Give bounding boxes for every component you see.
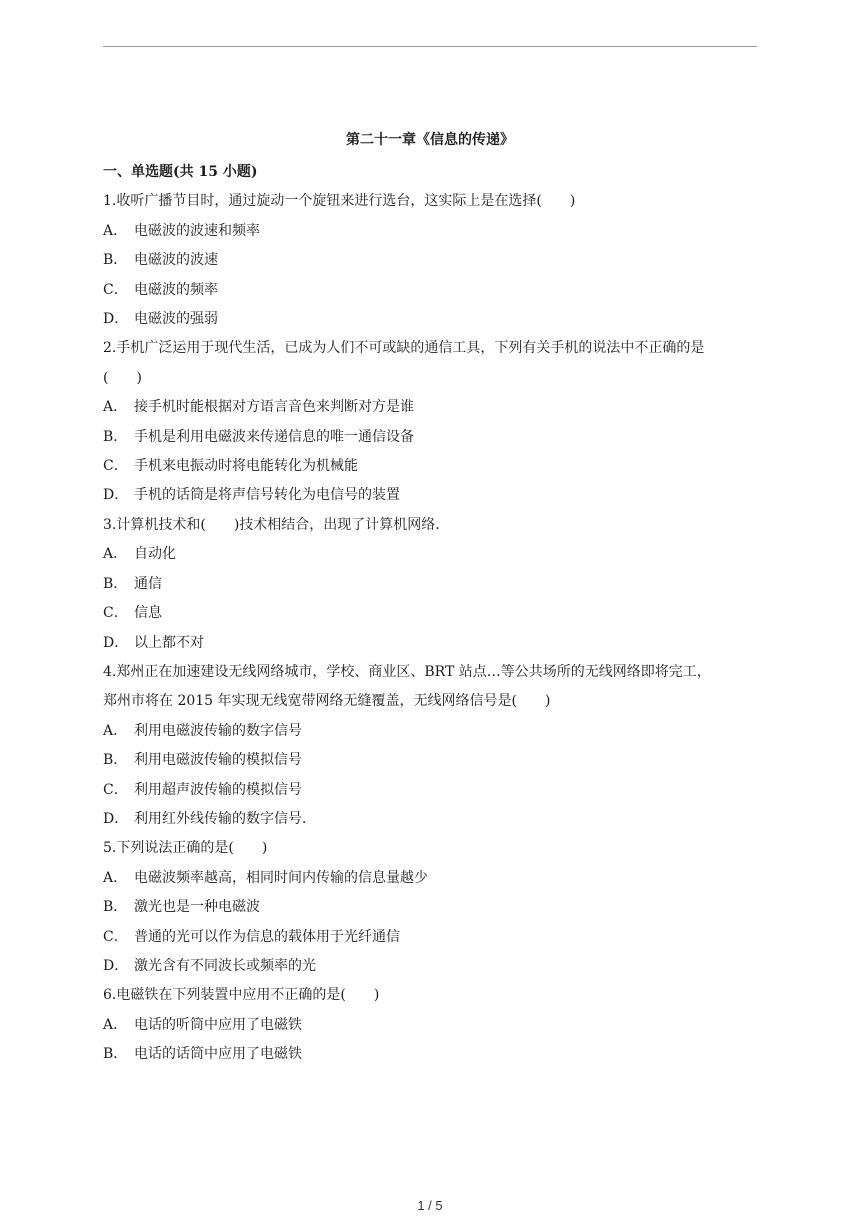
question-stem: 6.电磁铁在下列装置中应用不正确的是( ) bbox=[103, 987, 380, 1004]
option-letter: A． bbox=[103, 399, 128, 416]
option-text: 电话的听筒中应用了电磁铁 bbox=[134, 1016, 302, 1033]
question-stem: 3.计算机技术和( )技术相结合，出现了计算机网络． bbox=[103, 516, 450, 533]
question-stem: 5.下列说法正确的是( ) bbox=[103, 840, 268, 857]
answer-option bbox=[103, 893, 757, 922]
option-text: 电话的话筒中应用了电磁铁 bbox=[134, 1046, 302, 1063]
option-letter: B． bbox=[103, 1046, 128, 1063]
question-block bbox=[103, 187, 757, 334]
question-block bbox=[103, 834, 757, 981]
answer-option bbox=[103, 393, 757, 422]
option-letter: B． bbox=[103, 428, 128, 445]
question-stem: 4.郑州正在加速建设无线网络城市，学校、商业区、BRT 站点…等公共场所的无线网络即将完工， bbox=[103, 663, 711, 680]
option-letter: A． bbox=[103, 1016, 128, 1033]
document-title: 第二十一章《信息的传递》 bbox=[346, 132, 514, 148]
option-letter: C． bbox=[103, 605, 128, 622]
question-stem: 1.收听广播节目时，通过旋动一个旋钮来进行选台，这实际上是在选择( ) bbox=[103, 193, 576, 210]
option-text: 手机的话筒是将声信号转化为电信号的装置 bbox=[134, 487, 400, 504]
option-letter: D． bbox=[103, 810, 129, 827]
option-letter: D． bbox=[103, 487, 129, 504]
question-block bbox=[103, 658, 757, 834]
option-letter: D． bbox=[103, 634, 129, 651]
question-stem: 郑州市将在 2015 年实现无线宽带网络无缝覆盖，无线网络信号是( ) bbox=[103, 693, 551, 710]
answer-option bbox=[103, 452, 757, 481]
option-text: 以上都不对 bbox=[134, 634, 204, 651]
answer-option bbox=[103, 952, 757, 981]
page-number: 1 / 5 bbox=[417, 1198, 443, 1213]
option-text: 自动化 bbox=[134, 546, 176, 563]
option-letter: A． bbox=[103, 722, 128, 739]
option-letter: C． bbox=[103, 928, 128, 945]
option-text: 手机来电振动时将电能转化为机械能 bbox=[134, 458, 358, 475]
option-letter: B． bbox=[103, 575, 128, 592]
option-letter: B． bbox=[103, 252, 128, 269]
answer-option bbox=[103, 246, 757, 275]
answer-option bbox=[103, 599, 757, 628]
option-letter: D． bbox=[103, 311, 129, 328]
option-text: 电磁波的频率 bbox=[134, 281, 218, 298]
option-text: 激光含有不同波长或频率的光 bbox=[134, 957, 316, 974]
option-text: 普通的光可以作为信息的载体用于光纤通信 bbox=[134, 928, 400, 945]
question-stem: ( ) bbox=[103, 369, 142, 386]
document-body bbox=[103, 129, 757, 1070]
answer-option bbox=[103, 923, 757, 952]
question-block bbox=[103, 334, 757, 510]
answer-option bbox=[103, 805, 757, 834]
option-letter: B． bbox=[103, 752, 128, 769]
question-stem: 2.手机广泛运用于现代生活，已成为人们不可或缺的通信工具，下列有关手机的说法中不正确的是 bbox=[103, 340, 705, 357]
option-text: 手机是利用电磁波来传递信息的唯一通信设备 bbox=[134, 428, 414, 445]
option-letter: C． bbox=[103, 458, 128, 475]
answer-option bbox=[103, 629, 757, 658]
answer-option bbox=[103, 423, 757, 452]
answer-option bbox=[103, 276, 757, 305]
question-block bbox=[103, 511, 757, 658]
answer-option bbox=[103, 776, 757, 805]
answer-option bbox=[103, 540, 757, 569]
option-text: 利用超声波传输的模拟信号 bbox=[134, 781, 302, 798]
answer-option bbox=[103, 570, 757, 599]
option-text: 电磁波的强弱 bbox=[134, 311, 218, 328]
option-letter: A． bbox=[103, 546, 128, 563]
question-list bbox=[103, 187, 757, 1069]
option-letter: D． bbox=[103, 957, 129, 974]
header-rule bbox=[103, 46, 757, 47]
option-letter: C． bbox=[103, 281, 128, 298]
option-text: 通信 bbox=[134, 575, 162, 592]
option-text: 利用电磁波传输的数字信号 bbox=[134, 722, 302, 739]
answer-option bbox=[103, 217, 757, 246]
option-text: 信息 bbox=[134, 605, 162, 622]
answer-option bbox=[103, 481, 757, 510]
option-letter: C． bbox=[103, 781, 128, 798]
option-text: 接手机时能根据对方语言音色来判断对方是谁 bbox=[134, 399, 414, 416]
answer-option bbox=[103, 1011, 757, 1040]
option-letter: B． bbox=[103, 899, 128, 916]
option-text: 电磁波的波速 bbox=[134, 252, 218, 269]
option-text: 利用电磁波传输的模拟信号 bbox=[134, 752, 302, 769]
answer-option bbox=[103, 717, 757, 746]
option-text: 电磁波的波速和频率 bbox=[134, 222, 260, 239]
answer-option bbox=[103, 746, 757, 775]
option-letter: A． bbox=[103, 869, 128, 886]
section-heading: 一、单选题(共 15 小题) bbox=[103, 164, 258, 180]
answer-option bbox=[103, 864, 757, 893]
answer-option bbox=[103, 1040, 757, 1069]
answer-option bbox=[103, 305, 757, 334]
option-text: 电磁波频率越高，相同时间内传输的信息量越少 bbox=[134, 869, 428, 886]
option-letter: A． bbox=[103, 222, 128, 239]
option-text: 利用红外线传输的数字信号． bbox=[134, 810, 316, 827]
option-text: 激光也是一种电磁波 bbox=[134, 899, 260, 916]
question-block bbox=[103, 981, 757, 1069]
